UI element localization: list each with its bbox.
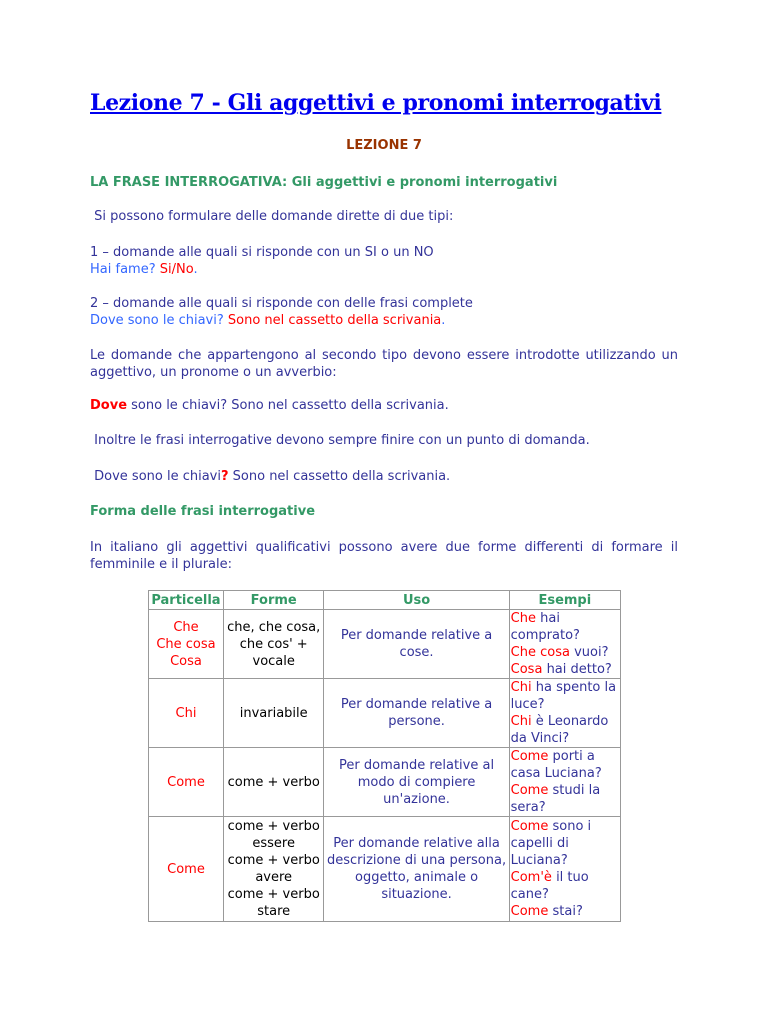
forme-cell: invariabile: [223, 679, 324, 748]
dove-example: [90, 397, 449, 415]
example-line: [511, 748, 619, 782]
forme-line: vocale: [252, 653, 295, 669]
type1-description: 1 – domande alle quali si risponde con un SI o un NO: [90, 245, 434, 260]
example-rest: studi la sera?: [510, 783, 601, 815]
table-row: [149, 679, 621, 748]
particle-cell: Come: [149, 748, 224, 817]
forme-line: che, che cosa,: [227, 619, 321, 635]
example-rest: hai detto?: [542, 662, 612, 677]
forme-line: essere: [252, 836, 295, 851]
section-heading-frase-interrogativa: LA FRASE INTERROGATIVA: Gli aggettivi e pronomi interrogativi: [90, 175, 558, 190]
example-interrogative: Come: [510, 749, 549, 764]
particle-cell: Chi: [149, 679, 224, 748]
esempi-cell: [509, 748, 620, 817]
particles-table: [148, 590, 621, 922]
type1-example-question: Hai fame?: [90, 262, 160, 277]
particle-cell: [149, 610, 224, 679]
forme-paragraph: In italiano gli aggettivi qualificativi possono avere due forme differenti di formare il femminile e il plurale:: [90, 540, 678, 572]
example-rest: porti a casa Luciana?: [510, 749, 602, 781]
intro-text: Si possono formulare delle domande dirette di due tipi:: [90, 209, 454, 224]
example-interrogative: Chi: [510, 680, 532, 695]
table-row: [149, 610, 621, 679]
forme-line: come + verbo: [227, 887, 320, 902]
type2-example-question: Dove sono le chiavi?: [90, 313, 228, 328]
esempi-cell: [509, 679, 620, 748]
table-header-row: [149, 591, 621, 610]
example-line: [511, 644, 619, 661]
forme-line: come + verbo: [227, 853, 320, 868]
type2-description: 2 – domande alle quali si risponde con delle frasi complete: [90, 296, 473, 311]
dove-example-rest: sono le chiavi? Sono nel cassetto della scrivania.: [127, 398, 449, 413]
example-interrogative: Chi: [510, 714, 532, 729]
uso-cell: Per domande relative al modo di compiere un'azione.: [324, 748, 509, 817]
lesson-label: LEZIONE 7: [346, 138, 422, 153]
particle-cell: Come: [149, 817, 224, 922]
forme-line: avere: [255, 870, 293, 885]
qmark-example-after: Sono nel cassetto della scrivania.: [228, 469, 451, 484]
table-header-forme: Forme: [223, 591, 324, 610]
forme-cell: [223, 817, 324, 922]
example-line: [511, 661, 619, 678]
forme-line: che cos' +: [239, 636, 308, 652]
qmark-example-mark: ?: [220, 469, 229, 484]
esempi-cell: [509, 610, 620, 679]
type2-example-answer: Sono nel cassetto della scrivania: [227, 313, 442, 328]
table-header-esempi: Esempi: [509, 591, 620, 610]
uso-cell: Per domande relative a persone.: [324, 679, 509, 748]
example-line: [511, 713, 619, 747]
example-line: [511, 818, 619, 869]
section-heading-forma: Forma delle frasi interrogative: [90, 504, 316, 519]
example-interrogative: Che cosa: [510, 645, 570, 660]
particle-che: Che: [173, 619, 199, 635]
qmark-example-before: Dove sono le chiavi: [90, 469, 221, 484]
table-row: [149, 817, 621, 922]
example-interrogative: Cosa: [510, 662, 543, 677]
example-rest: hai comprato?: [510, 611, 580, 643]
example-interrogative: Come: [510, 783, 549, 798]
example-interrogative: Come: [510, 819, 549, 834]
type2-example: [90, 312, 445, 330]
forme-cell: come + verbo: [223, 748, 324, 817]
example-rest: sono i capelli di Luciana?: [510, 819, 592, 868]
table-row: [149, 748, 621, 817]
example-line: [511, 782, 619, 816]
forme-line: come + verbo: [227, 819, 320, 834]
example-rest: ha spento la luce?: [510, 680, 617, 712]
dove-example-word: Dove: [90, 398, 128, 413]
type1-example: [90, 261, 198, 279]
forme-line: stare: [257, 904, 291, 919]
particle-che-cosa: Che cosa: [156, 636, 216, 652]
example-interrogative: Che: [510, 611, 536, 626]
example-rest: vuoi?: [569, 645, 609, 660]
example-interrogative: Come: [510, 904, 549, 919]
example-line: [511, 869, 619, 903]
forme-cell: [223, 610, 324, 679]
question-mark-example: [90, 468, 450, 486]
example-line: [511, 903, 619, 920]
punto-domanda-paragraph: Inoltre le frasi interrogative devono sempre finire con un punto di domanda.: [90, 433, 590, 448]
example-rest: il tuo cane?: [510, 870, 589, 902]
example-rest: è Leonardo da Vinci?: [510, 714, 609, 746]
uso-cell: Per domande relative a cose.: [324, 610, 509, 679]
table-header-particella: Particella: [149, 591, 224, 610]
type1-example-end: .: [193, 262, 198, 277]
example-rest: stai?: [548, 904, 583, 919]
second-type-paragraph: Le domande che appartengono al secondo tipo devono essere introdotte utilizzando un aggettivo, un pronome o un avverbio:: [90, 348, 678, 380]
esempi-cell: [509, 817, 620, 922]
example-line: [511, 610, 619, 644]
example-interrogative: Com'è: [510, 870, 552, 885]
uso-cell: Per domande relative alla descrizione di una persona, oggetto, animale o situazione.: [324, 817, 509, 922]
example-line: [511, 679, 619, 713]
type1-example-answer: Si/No: [159, 262, 194, 277]
page-title[interactable]: Lezione 7 - Gli aggettivi e pronomi interrogativi: [90, 90, 662, 116]
particle-cosa: Cosa: [170, 653, 202, 669]
table-header-uso: Uso: [324, 591, 509, 610]
type2-example-end: .: [441, 313, 446, 328]
